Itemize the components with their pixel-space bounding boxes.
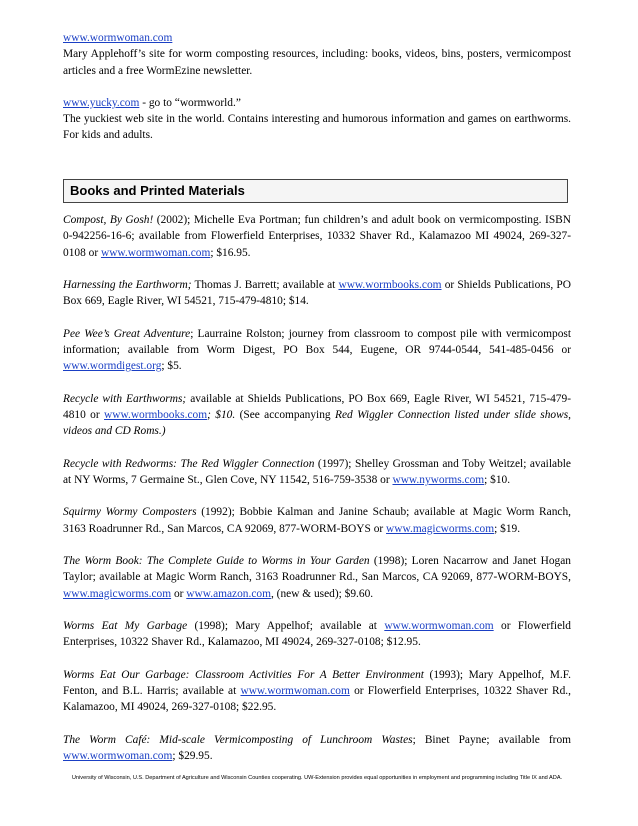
book-link[interactable]: www.magicworms.com	[386, 522, 495, 535]
book-details: (1998); Mary Appelhof; available at	[187, 620, 385, 632]
book-details-tail: or	[171, 587, 187, 600]
book-title: The Worm Café: Mid-scale Vermicomposting of Lunchroom Wastes	[63, 733, 413, 746]
related-title: Red Wiggler Connection	[334, 408, 451, 421]
intro-item	[63, 30, 571, 79]
book-link[interactable]: www.wormbooks.com	[104, 408, 208, 421]
book-title: Squirmy Wormy Composters	[63, 506, 197, 519]
book-link[interactable]: www.magicworms.com	[63, 587, 172, 600]
book-entry	[63, 732, 571, 765]
book-entry	[63, 391, 571, 440]
book-details-tail: ; $10.	[484, 473, 511, 486]
book-details: Thomas J. Barrett; available at	[191, 278, 339, 291]
book-details-tail: ; $5.	[161, 360, 182, 373]
book-details-tail2: , (new & used); $9.60.	[270, 587, 374, 600]
books-list	[63, 212, 571, 780]
book-title: Pee Wee’s Great Adventure	[63, 327, 191, 340]
intro-text: Mary Applehoff’s site for worm composting resources, including: books, videos, bins, posters, vermicompost articles and a free WormEzine newsletter.	[63, 48, 571, 77]
intro-block	[63, 30, 571, 144]
book-entry	[63, 456, 571, 489]
book-title: The Worm Book: The Complete Guide to Worms in Your Garden	[63, 555, 370, 568]
book-link-2[interactable]: www.amazon.com	[186, 587, 271, 600]
book-title: Recycle with Redworms: The Red Wiggler Connection	[63, 457, 315, 470]
book-entry	[63, 618, 571, 651]
book-details: (1992); Bobbie Kalman and Janine Schaub; available at Magic Worm Ranch, 3163 Roadrunner Rd., San Marcos, CA 92069, 877-WORM-BOYS or	[63, 506, 571, 535]
intro-item	[63, 95, 571, 144]
footer-disclaimer: University of Wisconsin, U.S. Department of Agriculture and Wisconsin Counties cooperating. UW-Extension provides equal opportunities in employment and programming including Title IX and ADA.	[71, 775, 563, 781]
book-entry	[63, 667, 571, 716]
book-details-tail: or Flowerfield Enterprises, 10322 Shaver Rd., Kalamazoo, MI 49024, 269-327-0108; $22.95.	[63, 684, 571, 714]
book-entry	[63, 553, 571, 602]
book-details-tail2: listed under slide shows, videos and CD Roms.)	[63, 408, 572, 438]
book-link[interactable]: www.wormwoman.com	[240, 684, 350, 697]
book-details: (1997); Shelley Grossman and Toby Weitzel; available at NY Worms, 7 Germaine St., Glen Cove, NY 11542, 516-759-3538 or	[63, 457, 571, 486]
intro-link-note: - go to “wormworld.”	[139, 96, 241, 109]
section-heading-box	[63, 179, 568, 203]
book-details: (1993); Mary Appelhof, M.F. Fenton, and B.L. Harris; available at	[63, 668, 571, 697]
book-entry	[63, 326, 571, 375]
book-details-tail: (See accompanying	[235, 408, 335, 421]
book-details: (2002); Michelle Eva Portman; fun children’s and adult book on vermicomposting. ISBN 0-942256-16-6; available from Flowerfield Enterprises, 10332 Shaver Rd., Kalamazoo MI 49024, 269-327-0108 or	[63, 214, 571, 259]
book-details: available at Shields Publications, PO Box 669, Eagle River, WI 54521, 715-479-4810 or	[63, 392, 571, 421]
book-entry	[63, 277, 571, 310]
intro-text: The yuckiest web site in the world. Contains interesting and humorous information and games on earthworms. For kids and adults.	[63, 113, 571, 142]
book-link[interactable]: www.wormwoman.com	[384, 620, 494, 632]
yucky-link[interactable]: www.yucky.com	[63, 96, 140, 109]
book-details: ; Laurraine Rolston; journey from classroom to compost pile with vermicompost information; available from Worm Digest, PO Box 544, Eugene, OR 9744-0544, 541-485-0456 or	[63, 327, 571, 356]
book-details-tail: or Flowerfield Enterprises, 10322 Shaver Rd., Kalamazoo, MI 49024, 269-327-0108; $12.95.	[63, 620, 571, 649]
book-link[interactable]: www.wormdigest.org	[63, 360, 162, 373]
book-link[interactable]: www.wormwoman.com	[63, 749, 173, 762]
book-title: Compost, By Gosh!	[63, 214, 154, 226]
book-title: Worms Eat Our Garbage: Classroom Activities For A Better Environment	[63, 668, 424, 681]
book-details-tail: or Shields Publications, PO Box 669, Eagle River, WI 54521, 715-479-4810; $14.	[63, 278, 571, 308]
book-details: (1998); Loren Nacarrow and Janet Hogan Taylor; available at Magic Worm Ranch, 3163 Roadrunner Rd., San Marcos, CA 92069, 877-WORM-BOYS,	[63, 555, 571, 584]
book-title: Recycle with Earthworms;	[63, 392, 187, 405]
book-entry	[63, 212, 571, 261]
book-title: Worms Eat My Garbage	[63, 620, 188, 632]
section-heading: Books and Printed Materials	[70, 183, 245, 198]
book-link[interactable]: www.nyworms.com	[392, 473, 485, 486]
book-link[interactable]: www.wormwoman.com	[100, 246, 211, 259]
book-details-tail: ; $16.95.	[210, 246, 251, 259]
wormwoman-link[interactable]: www.wormwoman.com	[63, 32, 173, 44]
book-link[interactable]: www.wormbooks.com	[338, 278, 442, 291]
book-details-tail: ; $19.	[494, 522, 521, 535]
book-title: Harnessing the Earthworm;	[63, 278, 192, 291]
book-details-tail: ; $29.95.	[172, 749, 213, 762]
book-entry	[63, 504, 571, 537]
book-details: ; Binet Payne; available from	[412, 733, 572, 746]
book-price: ; $10.	[207, 408, 236, 421]
